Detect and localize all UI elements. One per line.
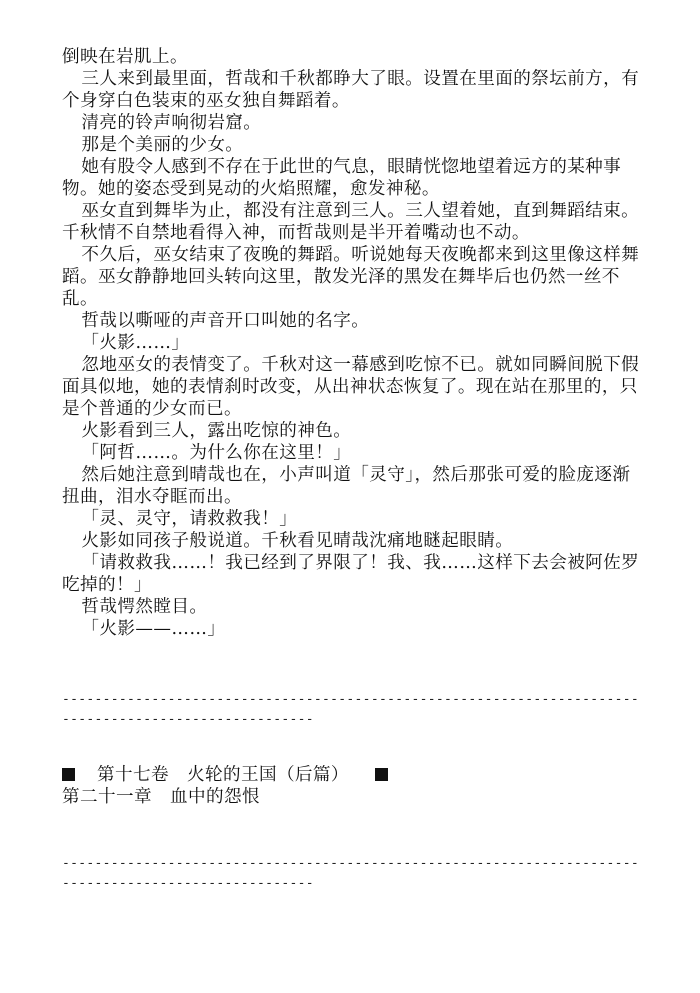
paragraph: 火影如同孩子般说道。千秋看见晴哉沈痛地瞇起眼睛。 [81,531,514,551]
paragraph: 巫女直到舞毕为止，都没有注意到三人。三人望着她，直到舞蹈结束。千秋情不自禁地看得入神，而哲哉则是半开着嘴动也不动。 [62,201,640,243]
divider-line-bottom: ------------------------------------------------------------------------------------------------------ [62,856,639,891]
divider-line-top: ------------------------------------------------------------------------------------------------------ [62,692,639,727]
paragraph: 「请救救我……！我已经到了界限了！我、我……这样下去会被阿佐罗吃掉的！」 [62,553,640,595]
paragraph: 「灵、灵守，请救救我！」 [81,509,298,529]
paragraph: 「火影——……」 [81,619,226,639]
paragraph: 三人来到最里面，哲哉和千秋都睁大了眼。设置在里面的祭坛前方，有个身穿白色装束的巫女独自舞蹈着。 [62,69,640,111]
spacer [62,730,642,764]
chapter-title: 第二十一章 血中的怨恨 [62,787,260,807]
paragraph: 那是个美丽的少女。 [81,135,244,155]
spacer [62,808,642,854]
paragraph: 她有股令人感到不存在于此世的气息，眼睛恍惚地望着远方的某种事物。她的姿态受到晃动的火焰照耀，愈发神秘。 [62,157,622,199]
paragraph: 哲哉愕然瞠目。 [81,597,208,617]
paragraph: 然后她注意到晴哉也在，小声叫道「灵守」，然后那张可爱的脸庞逐渐扭曲，泪水夺眶而出。 [62,465,631,507]
body-text [62,46,642,640]
paragraph: 忽地巫女的表情变了。千秋对这一幕感到吃惊不已。就如同瞬间脱下假面具似地，她的表情刹时改变，从出神状态恢复了。现在站在那里的，只是个普通的少女而已。 [62,355,640,419]
paragraph: 火影看到三人，露出吃惊的神色。 [81,421,352,441]
paragraph: 清亮的铃声响彻岩窟。 [81,113,262,133]
paragraph: 「火影……」 [81,333,190,353]
document-page [62,46,642,894]
volume-heading [62,764,642,786]
volume-title: 第十七卷 火轮的王国（后篇） [97,765,349,785]
paragraph: 「阿哲……。为什么你在这里！」 [81,443,352,463]
paragraph: 倒映在岩肌上。 [62,47,188,67]
paragraph: 不久后，巫女结束了夜晚的舞蹈。听说她每天夜晚都来到这里像这样舞蹈。巫女静静地回头转向这里，散发光泽的黑发在舞毕后也仍然一丝不乱。 [62,245,640,309]
spacer [62,640,642,690]
black-square-icon [375,768,388,781]
black-square-icon [62,768,75,781]
paragraph: 哲哉以嘶哑的声音开口叫她的名字。 [81,311,370,331]
